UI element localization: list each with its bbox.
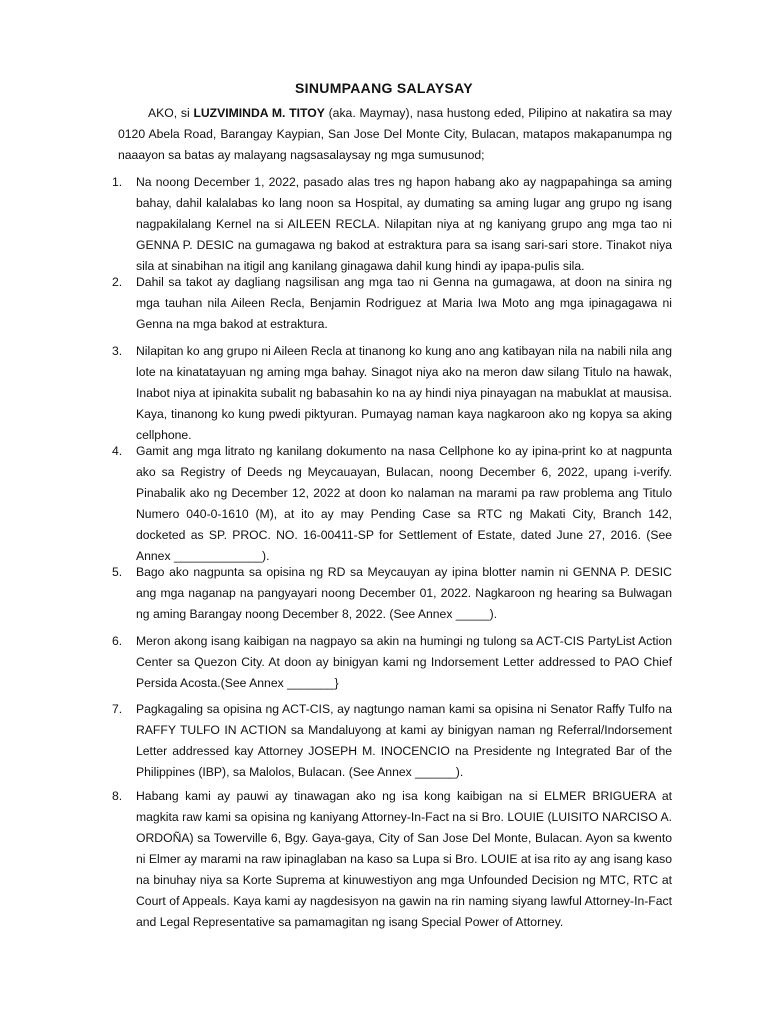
item-number: 2. [112,275,123,289]
affiant-name: LUZVIMINDA M. TITOY [193,106,325,120]
item-text: Gamit ang mga litrato ng kanilang dokumento na nasa Cellphone ko ay ipina-print ko at nagpunta ako sa Registry of Deeds ng Meycauayan, Bulacan, noong December 6, 2022, upang i-verify. Pinabalik ako ng December 12, 2022 at doon ko nalaman na marami pa raw problema ang Titulo Numero 040-0-1610 (M), at ito ay may Pending Case sa RTC ng Makati City, Branch 142, docketed as SP. PROC. NO. 16-00411-SP for Settlement of Estate, dated June 27, 2016. (See Annex _____________). [136,444,672,563]
intro-text-start: AKO, si [148,106,194,120]
intro-paragraph [118,103,672,166]
item-number: 1. [112,175,123,189]
item-text: Pagkagaling sa opisina ng ACT-CIS, ay nagtungo naman kami sa opisina ni Senator Raffy Tulfo na RAFFY TULFO IN ACTION sa Mandaluyong at kami ay binigyan naman ng Referral/Indorsement Letter addressed kay Attorney JOSEPH M. INOCENCIO na Presidente ng Integrated Bar of the Philippines (IBP), sa Malolos, Bulacan. (See Annex ______). [136,702,672,779]
item-text: Meron akong isang kaibigan na nagpayo sa akin na humingi ng tulong sa ACT-CIS PartyList Action Center sa Quezon City. At doon ay binigyan kami ng Indorsement Letter addressed to PAO Chief Persida Acosta.(See Annex _______} [136,634,672,690]
item-number: 8. [112,789,123,803]
person-name: AILEEN RECLA [287,217,377,231]
item-text: Habang kami ay pauwi ay tinawagan ako ng isa kong kaibigan na si ELMER BRIGUERA at magkita raw kami sa opisina ng kaniyang Attorney-In-Fact na si Bro. LOUIE (LUISITO NARCISO A. ORDOÑA) sa Towerville 6, Bgy. Gaya-gaya, City of San Jose Del Monte, Bulacan. Ayon sa kwento ni Elmer ay marami na raw ipinaglaban na kaso sa Lupa si Bro. LOUIE at isa rito ay ang isang kaso na binuhay niya sa Korte Suprema at kinuwestiyon ang mga Unfounded Decision ng MTC, RTC at Court of Appeals. Kaya kami ay nagdesisyon na gawin na rin naming siyang lawful Attorney-In-Fact and Legal Representative sa pamamagitan ng isang Special Power of Attorney. [136,789,672,929]
document-title: SINUMPAANG SALAYSAY [295,80,473,96]
item-number: 5. [112,565,123,579]
item-text [136,172,672,277]
item-number: 7. [112,702,123,716]
item-text: Dahil sa takot ay dagliang nagsilisan ang mga tao ni Genna na gumagawa, at doon na sinira ng mga tauhan nila Aileen Recla, Benjamin Rodriguez at Maria Iwa Moto ang mga ipinagagawa ni Genna na mga bakod at estraktura. [136,275,672,331]
item-text: Nilapitan ko ang grupo ni Aileen Recla at tinanong ko kung ano ang katibayan nila na nabili nila ang lote na kinatatayuan ng aming mga bahay. Sinagot niya ako na meron daw silang Titulo na hawak, Inabot niya at ipinakita subalit ng babasahin ko na ay hindi niya pinayagan na mabuklat at mausisa. Kaya, tinanong ko kung pwedi piktyuran. Pumayag naman kaya nagkaroon ako ng kopya sa aking cellphone. [136,344,672,442]
item-text-part: . Nilapitan niya at ng kaniyang grupo ang mga tao ni [376,217,672,231]
item-text-part: Na noong December 1, 2022, pasado alas tres ng hapon habang ako ay nagpapahinga sa aming bahay, dahil kalalabas ko lang noon sa Hospital, ay dumating sa aming lugar ang grupo ng isang nagpakilalang Kernel na si [136,175,672,231]
item-number: 3. [112,344,123,358]
item-text-part: na gumagawa ng bakod at estraktura para sa isang sari-sari store. Tinakot niya sila at sinabihan na itigil ang kanilang ginagawa dahil kung hindi ay ipapa-pulis sila. [136,238,672,273]
person-name: GENNA P. DESIC [136,238,234,252]
item-number: 6. [112,634,123,648]
item-number: 4. [112,444,123,458]
intro-text-end: (aka. Maymay), nasa hustong eded, Pilipino at nakatira sa may 0120 Abela Road, Barangay Kaypian, San Jose Del Monte City, Bulacan, matapos makapanumpa ng naaayon sa batas ay malayang nagsasalaysay ng mga sumusunod; [118,106,673,162]
item-text: Bago ako nagpunta sa opisina ng RD sa Meycauyan ay ipina blotter namin ni GENNA P. DESIC ang mga naganap na pangyayari noong December 01, 2022. Nagkaroon ng hearing sa Bulwagan ng aming Barangay noong December 8, 2022. (See Annex _____). [136,565,672,621]
